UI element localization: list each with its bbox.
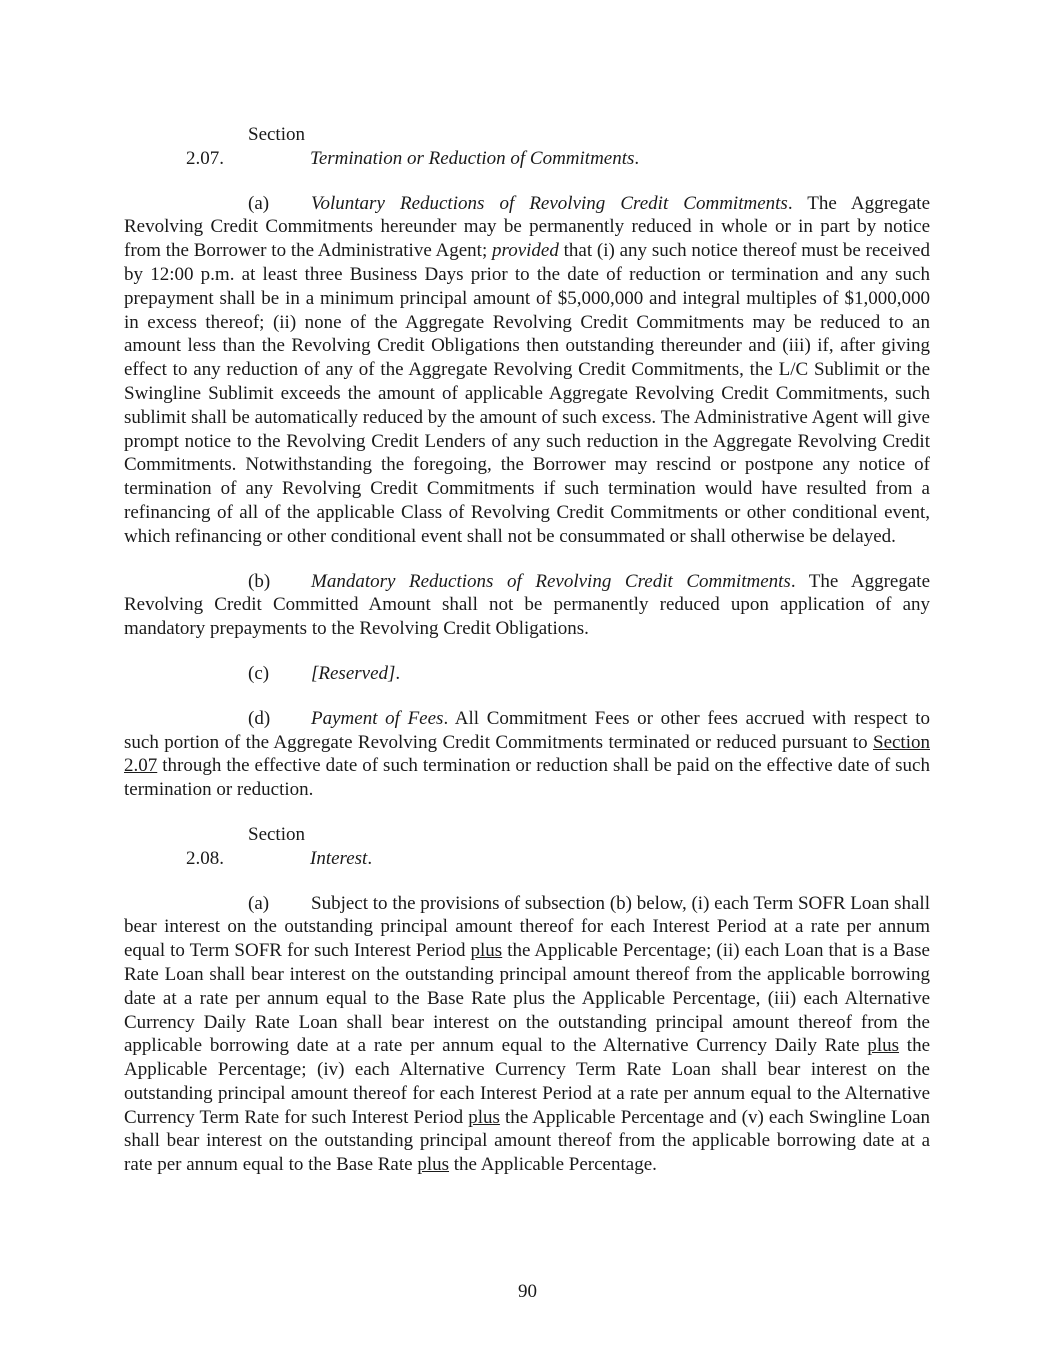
section-number: Section 2.07. <box>186 124 305 169</box>
paragraph-title-period: . <box>395 662 401 684</box>
paragraph-label: (b) <box>248 570 271 592</box>
paragraph-2-07-a <box>124 192 930 549</box>
section-2-07-link[interactable]: Section 2.07 <box>124 731 930 777</box>
paragraph-text: that (i) any such notice thereof must be received by 12:00 p.m. at least three Business Days prior to the date of reduction or termination and any such prepayment shall be in a minimum principal amount of $5,000,000 and integral multiples of $1,000,000 in excess thereof; (ii) none of the Aggregate Revolving Credit Commitments may be reduced to an amount less than the Revolving Credit Obligations then outstanding thereunder and (iii) if, after giving effect to any reduction of any of the Aggregate Revolving Credit Commitments, the L/C Sublimit or the Swingline Sublimit exceeds the amount of applicable Aggregate Revolving Credit Commitments, such sublimit shall be automatically reduced by the amount of such excess. The Administrative Agent will give prompt notice to the Revolving Credit Lenders of any such reduction in the Aggregate Revolving Credit Commitments. Notwithstanding the foregoing, the Borrower may rescind or postpone any notice of termination of any Revolving Credit Commitments if such termination would have resulted from a refinancing of all of the applicable Class of Revolving Credit Commitments or other conditional event, which refinancing or other conditional event shall not be consummated or shall otherwise be delayed. <box>124 240 930 547</box>
paragraph-2-07-d <box>124 707 930 802</box>
paragraph-title-period: . <box>443 707 449 729</box>
paragraph-text: the Applicable Percentage; (iv) each Alternative Currency Term Rate Loan shall bear interest on the outstanding principal amount thereof for each Interest Period at a rate per annum equal to the Alternative Currency Term Rate for such Interest Period <box>124 1035 930 1128</box>
section-title: Interest <box>310 847 368 869</box>
paragraph-title-period: . <box>787 192 793 214</box>
section-2-07-heading <box>124 123 930 171</box>
paragraph-text: The Aggregate Revolving Credit Commitments hereunder may be permanently reduced in whole or in part by notice from the Borrower to the Administrative Agent; <box>124 192 930 262</box>
page-number: 90 <box>518 1281 537 1302</box>
paragraph-label: (a) <box>248 892 270 914</box>
plus-term: plus <box>470 940 503 962</box>
paragraph-text: the Applicable Percentage. <box>449 1154 657 1176</box>
paragraph-title-period: . <box>790 570 796 592</box>
paragraph-title: Voluntary Reductions of Revolving Credit Commitments <box>311 192 788 214</box>
document-page <box>124 123 930 1198</box>
paragraph-title: Payment of Fees <box>311 707 444 729</box>
paragraph-label: (c) <box>248 662 270 684</box>
plus-term: plus <box>468 1106 500 1128</box>
provided-term: provided <box>492 240 559 262</box>
paragraph-2-08-a <box>124 892 930 1178</box>
paragraph-label: (d) <box>248 707 271 729</box>
paragraph-label: (a) <box>248 192 270 214</box>
paragraph-text: The Aggregate Revolving Credit Committed Amount shall not be permanently reduced upon application of any mandatory prepayments to the Revolving Credit Obligations. <box>124 570 930 640</box>
plus-term: plus <box>867 1035 900 1057</box>
paragraph-text: Subject to the provisions of subsection (b) below, (i) each Term SOFR Loan shall bear interest on the outstanding principal amount thereof for each Interest Period at a rate per annum equal to Term SOFR for such Interest Period <box>124 892 930 962</box>
paragraph-title: Mandatory Reductions of Revolving Credit Commitments <box>311 570 791 592</box>
section-2-08-heading <box>124 823 930 871</box>
section-title-period: . <box>634 147 640 169</box>
section-title: Termination or Reduction of Commitments <box>310 147 635 169</box>
paragraph-2-07-b <box>124 570 930 641</box>
section-title-period: . <box>367 847 373 869</box>
paragraph-text: All Commitment Fees or other fees accrued with respect to such portion of the Aggregate Revolving Credit Commitments terminated or reduced pursuant to <box>124 707 930 753</box>
paragraph-2-07-c <box>124 662 930 686</box>
paragraph-text: the Applicable Percentage; (ii) each Loan that is a Base Rate Loan shall bear interest on the outstanding principal amount thereof from the applicable borrowing date at a rate per annum equal to the Base Rate plus the Applicable Percentage, (iii) each Alternative Currency Daily Rate Loan shall bear interest on the outstanding principal amount thereof from the applicable borrowing date at a rate per annum equal to the Alternative Currency Daily Rate <box>124 940 930 1057</box>
section-number: Section 2.08. <box>186 823 305 869</box>
plus-term: plus <box>417 1154 450 1176</box>
paragraph-text: through the effective date of such termination or reduction shall be paid on the effective date of such termination or reduction. <box>124 755 930 801</box>
paragraph-text: the Applicable Percentage and (v) each Swingline Loan shall bear interest on the outstanding principal amount thereof from the applicable borrowing date at a rate per annum equal to the Base Rate <box>124 1106 931 1176</box>
paragraph-title: [Reserved] <box>311 662 396 684</box>
